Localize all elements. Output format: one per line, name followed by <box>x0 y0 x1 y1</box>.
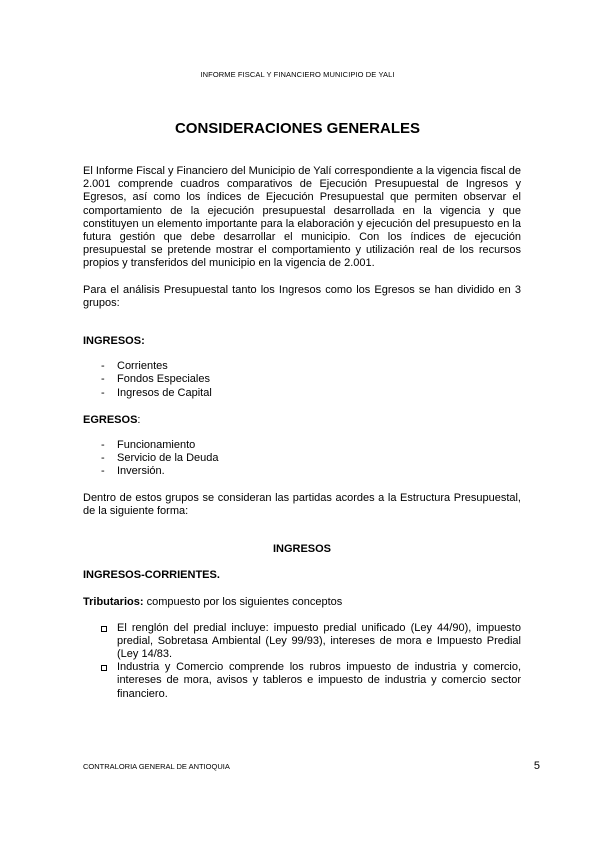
intro-paragraph: El Informe Fiscal y Financiero del Municipio de Yalí correspondiente a la vigencia fiscal de 2.001 comprende cuadros comparativos de Ejecución Presupuestal de Ingresos y Egresos, así como los índices de Ejecución Presupuestal que permiten observar el comportamiento de la ejecución presupuestal desarrollada en la vigencia y que constituyen un elemento importante para la elaboración y ejecución del presupuesto en la futura gestión que debe desarrollar el municipio. Con los índices de ejecución presupuestal se pretende mostrar el comportamiento y utilización real de los recursos propios y transferidos del municipio en la vigencia de 2.001. <box>83 165 521 270</box>
structure-paragraph: Dentro de estos grupos se consideran las partidas acordes a la Estructura Presupuestal, de la siguiente forma: <box>83 491 521 517</box>
list-item <box>101 622 521 662</box>
list-item: - Fondos Especiales <box>101 373 521 386</box>
section-title: INGRESOS <box>272 543 332 556</box>
ingresos-list <box>83 360 521 400</box>
sub-heading: INGRESOS-CORRIENTES. <box>83 569 220 582</box>
tributarios-text: compuesto por los siguientes conceptos <box>143 596 343 609</box>
ingresos-heading-block <box>83 335 521 348</box>
concept-text: El renglón del predial incluye: impuesto predial unificado (Ley 44/90), impuesto predial, Sobretasa Ambiental (Ley 99/93), intereses de mora e Impuesto Predial (Ley 14/83. <box>117 621 521 661</box>
ingresos-colon: : <box>141 335 145 348</box>
checkbox-bullet-icon <box>101 626 107 632</box>
egresos-heading-block <box>83 414 521 427</box>
list-item <box>101 661 521 701</box>
document-body <box>83 165 521 701</box>
list-item: - Inversión. <box>101 465 521 478</box>
concept-text: Industria y Comercio comprende los rubros impuesto de industria y comercio, intereses de mora, avisos y tableros e impuesto de industria y comercio sector financiero. <box>117 661 521 700</box>
page-number: 5 <box>533 760 540 772</box>
egresos-heading: EGRESOS <box>83 413 138 426</box>
list-item: - Funcionamiento <box>101 439 521 452</box>
page-title: CONSIDERACIONES GENERALES <box>174 120 421 137</box>
concepts-list <box>83 622 521 701</box>
tributarios-line <box>83 596 521 609</box>
page-header: INFORME FISCAL Y FINANCIERO MUNICIPIO DE YALI <box>200 70 395 79</box>
tributarios-label: Tributarios: <box>83 596 144 609</box>
ingresos-heading: INGRESOS <box>83 335 142 348</box>
groups-paragraph: Para el análisis Presupuestal tanto los Ingresos como los Egresos se han dividido en 3 grupos: <box>83 283 521 309</box>
list-item: - Corrientes <box>101 360 521 373</box>
list-item: - Servicio de la Deuda <box>101 452 521 465</box>
egresos-list <box>83 439 521 479</box>
egresos-colon: : <box>137 413 141 426</box>
checkbox-bullet-icon <box>101 665 107 671</box>
footer-organization: CONTRALORIA GENERAL DE ANTIOQUIA <box>83 762 230 771</box>
list-item: - Ingresos de Capital <box>101 387 521 400</box>
